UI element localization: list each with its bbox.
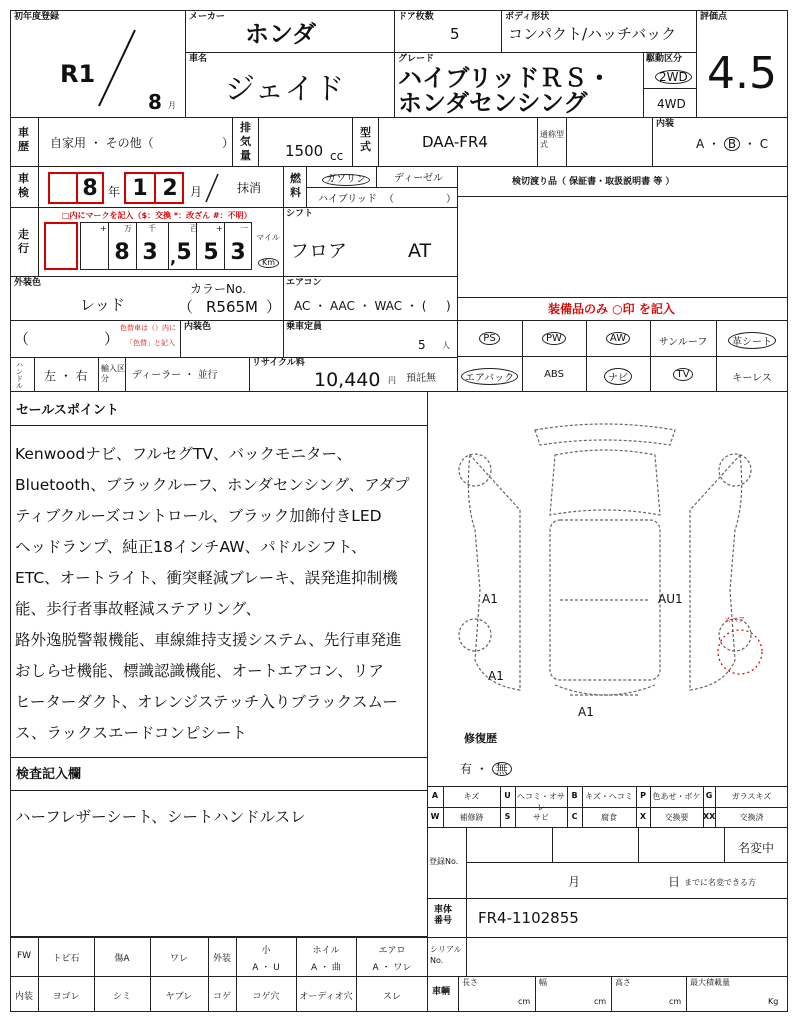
- bottom-cell: ヨゴレ: [52, 992, 80, 1002]
- body-type-label: ボディ形状: [505, 12, 550, 22]
- bottom-subcell: A ・ 曲: [311, 963, 341, 973]
- bottom-cell: 傷A: [114, 954, 130, 964]
- inspection-cancel: 抹消: [237, 181, 262, 195]
- sales-line: ス、ラックスエードコンピシート: [15, 724, 247, 742]
- int-color-row: [10, 320, 458, 358]
- model-label: 型式: [360, 126, 371, 153]
- color-change-open: （: [14, 330, 30, 348]
- legend-code: XX: [703, 812, 716, 821]
- sales-line: ヘッドランプ、純正18インチAW、パドルシフト、: [15, 538, 367, 556]
- equip-airbag: エアバック: [457, 368, 522, 385]
- mileage-km: Km: [258, 258, 279, 268]
- slash-mark: [95, 28, 145, 108]
- recycle-unit: 円: [388, 376, 396, 385]
- displacement-value: 1500: [285, 142, 324, 160]
- vin-value: FR4-1102855: [478, 909, 579, 927]
- equip-abs: ABS: [544, 369, 564, 380]
- rating-label: 評価点: [700, 12, 728, 22]
- inspection-month-1: 1: [132, 176, 148, 201]
- history-close: ）: [222, 136, 235, 150]
- shift-value: フロア: [290, 240, 348, 262]
- sales-points-text: [15, 439, 410, 749]
- bottom-cell: トビ石: [52, 954, 80, 964]
- bottom-cell: 外装: [212, 954, 231, 964]
- bottom-cell: シミ: [112, 992, 131, 1002]
- import-label: 輸入区分: [101, 364, 125, 383]
- grade-label: グレード: [398, 54, 435, 64]
- mileage-mile: マイル: [256, 233, 280, 242]
- name-change-note: までに名変できる方: [684, 878, 756, 887]
- name-change-month: 月: [568, 875, 581, 889]
- shift-label: シフト: [286, 209, 314, 219]
- mileage-digit-4: 5: [203, 240, 219, 265]
- grade-line2: ホンダセンシング: [398, 89, 588, 117]
- inspection-month-2: 2: [162, 176, 178, 201]
- aircon-label: エアコン: [286, 278, 322, 288]
- reg-no-label: 登録No.: [429, 857, 459, 866]
- grade-line1: ハイブリッドＲＳ・: [398, 64, 612, 92]
- serial-label: シリアルNo.: [430, 945, 462, 965]
- legend-desc: 補修跡: [459, 813, 484, 822]
- legend-desc: ガラスキズ: [731, 792, 772, 801]
- equip-keyless: キーレス: [732, 373, 772, 384]
- size-unit-cm3: cm: [669, 997, 682, 1006]
- ext-color-value: レッド: [80, 296, 125, 314]
- bottom-cell: エアロ: [378, 946, 406, 956]
- damage-au1: AU1: [658, 592, 683, 606]
- legend-desc: キズ・ヘコミ: [585, 792, 633, 801]
- history-value: 自家用 ・ その他（: [50, 136, 154, 150]
- first-reg-month: 8: [148, 90, 162, 114]
- fuel-other: （: [384, 194, 394, 205]
- displacement-label: 排気量: [240, 121, 251, 162]
- size-load: 最大積載量: [690, 978, 730, 987]
- serial-box: [427, 937, 788, 977]
- body-type-value: コンパクト/ハッチバック: [508, 25, 677, 43]
- equip-aw: AW: [586, 332, 650, 345]
- equipment-header-text: 装備品のみ ○印 を記入: [548, 302, 675, 316]
- bottom-cell: ホイル: [312, 946, 340, 956]
- inspection-year: 8: [82, 176, 98, 201]
- color-change-close: ）: [104, 330, 120, 348]
- legend-desc: キズ: [463, 792, 480, 801]
- bottom-cell: 内装: [14, 992, 33, 1002]
- damage-a1-lower: A1: [488, 669, 504, 683]
- legend-desc: サビ: [533, 813, 549, 822]
- sales-line: 路外逸脱警報機能、車線維持支援システム、先行車発進: [15, 631, 402, 649]
- mileage-note: □内にマークを記入（$：交換 *：改ざん #：不明）: [62, 211, 252, 220]
- mileage-man: 万: [124, 224, 132, 233]
- sales-line: 能、歩行者事故軽減ステアリング、: [15, 600, 262, 618]
- rating-value: 4.5: [707, 48, 777, 99]
- inspection-label: 車検: [18, 172, 29, 199]
- bottom-cell: 小: [261, 946, 271, 956]
- mileage-digit-3: 5: [176, 240, 192, 265]
- sales-line: Kenwoodナビ、フルセグTV、バックモニター、: [15, 445, 352, 463]
- doors-label: ドア枚数: [398, 12, 434, 22]
- int-color-label: 内装色: [184, 322, 212, 332]
- sales-line: ETC、オートライト、衝突軽減ブレーキ、誤発進抑制機: [15, 569, 398, 587]
- name-change-value: 名変中: [738, 841, 775, 855]
- capacity-label: 乗車定員: [286, 322, 323, 332]
- capacity-value: 5: [418, 338, 426, 352]
- legend-desc: 色あせ・ボケ: [652, 792, 701, 801]
- fuel-gasoline: ガソリン: [322, 174, 370, 186]
- color-note-1: 色替車は（）内に: [120, 324, 176, 332]
- legend-desc: ヘコミ・オサレ: [517, 792, 565, 812]
- legend-code: X: [639, 812, 647, 821]
- recycle-value: 10,440: [314, 369, 381, 391]
- size-box: [427, 976, 788, 1012]
- size-unit-cm1: cm: [518, 997, 531, 1006]
- docs-label: 検切渡り品（ 保証書・取扱説明書 等 ）: [512, 177, 675, 187]
- bottom-cell: FW: [16, 951, 32, 961]
- maker-label: メーカー: [189, 12, 225, 22]
- displacement-unit: cc: [330, 149, 344, 163]
- color-no-label: カラーNo.: [190, 282, 246, 296]
- capacity-unit: 人: [442, 341, 450, 350]
- equip-leather: 革シート: [716, 332, 788, 349]
- aircon-value: AC ・ AAC ・ WAC ・ (: [294, 299, 427, 313]
- mileage-label: 走行: [18, 228, 29, 255]
- mileage-digit-5: 3: [230, 240, 246, 265]
- fuel-hybrid: ハイブリッド: [318, 194, 377, 205]
- recycle-note: 預託無: [406, 373, 436, 384]
- legend-code: G: [705, 791, 713, 800]
- legend-code: C: [571, 812, 578, 821]
- legend-desc: 交換済: [739, 813, 764, 822]
- model-value: DAA-FR4: [422, 133, 488, 151]
- common-model-label: 通称型式: [540, 130, 564, 149]
- legend-code: P: [640, 791, 646, 800]
- inspection-notes-value: ハーフレザーシート、シートハンドルスレ: [15, 808, 306, 826]
- spare-label: スペア: [724, 616, 745, 624]
- import-value: ディーラー ・ 並行: [132, 370, 218, 381]
- inspection-notes-box: [10, 757, 428, 937]
- month-unit: 月: [168, 101, 176, 110]
- damage-a1-bottom: A1: [578, 705, 594, 719]
- legend-desc: 交換要: [664, 813, 689, 822]
- mileage-sen: 千: [148, 224, 156, 233]
- first-reg-label: 初年度登録: [14, 12, 60, 22]
- equip-pw: PW: [522, 332, 586, 345]
- size-length: 長さ: [462, 978, 478, 987]
- color-no-open: （: [178, 298, 194, 316]
- drive-2wd: 2WD: [655, 70, 692, 84]
- size-unit-cm2: cm: [594, 997, 607, 1006]
- legend-code: S: [504, 812, 511, 821]
- inspection-notes-label: 検査記入欄: [16, 767, 82, 782]
- mileage-minus: 一: [240, 224, 248, 233]
- equip-sunroof: サンルーフ: [658, 337, 708, 348]
- interior-grade: A ・ B ・ C: [696, 137, 769, 151]
- vin-label: 車体番号: [434, 905, 453, 926]
- sales-line: Bluetooth、ブラックルーフ、ホンダセンシング、アダプ: [15, 476, 410, 494]
- sales-line: ヒーターダクト、オレンジステッチ入りブラックスムー: [15, 693, 398, 711]
- mileage-hyaku: 百: [190, 224, 198, 233]
- legend-code: A: [431, 791, 439, 800]
- registration-box: [427, 827, 788, 899]
- ext-color-label: 外装色: [14, 278, 42, 288]
- aircon-close: ): [446, 299, 451, 313]
- sales-line: おしらせ機能、標識認識機能、オートエアコン、リア: [15, 662, 384, 680]
- size-unit-kg: Kg: [768, 997, 779, 1006]
- repair-history-label: 修復歴: [464, 732, 497, 745]
- color-no-value: R565M: [206, 298, 258, 316]
- damage-a1-left: A1: [482, 592, 498, 606]
- size-width: 幅: [539, 978, 547, 987]
- bottom-cell: ヤブレ: [165, 992, 193, 1002]
- sales-line: ティブクルーズコントロール、ブラック加飾付きLED: [15, 507, 382, 525]
- first-reg-era: R1: [60, 60, 96, 88]
- equip-navi: ナビ: [586, 368, 650, 385]
- size-height: 高さ: [615, 978, 631, 987]
- fuel-diesel: ディーゼル: [394, 173, 443, 184]
- legend-code: U: [504, 791, 511, 800]
- bottom-subcell: A ・ U: [252, 963, 280, 973]
- equip-ps: PS: [457, 332, 522, 345]
- maker-value: ホンダ: [245, 20, 317, 48]
- handle-label: ハンドル: [16, 361, 23, 390]
- interior-label: 内装: [656, 119, 675, 129]
- shift-type: AT: [408, 240, 432, 262]
- drive-label: 駆動区分: [646, 54, 683, 64]
- bottom-cell: コゲ穴: [252, 992, 280, 1002]
- bottom-cell: コゲ: [212, 992, 231, 1002]
- mileage-plus1: +: [100, 224, 107, 233]
- name-change-day: 日: [668, 875, 681, 889]
- legend-code: W: [430, 812, 440, 821]
- fuel-label: 燃料: [290, 172, 301, 199]
- inspection-month-unit: 月: [190, 185, 203, 199]
- history-label: 車歴: [18, 126, 29, 153]
- bottom-subcell: A ・ ワレ: [372, 963, 412, 973]
- color-note-2: 「色替」と記入: [126, 339, 175, 347]
- mileage-plus2: +: [216, 224, 223, 233]
- size-label: 車輌: [432, 987, 451, 997]
- recycle-label: リサイクル料: [252, 358, 305, 368]
- fuel-other-close: ）: [446, 194, 456, 205]
- mileage-digit-1: 8: [114, 240, 130, 265]
- equip-tv: TV: [650, 368, 716, 381]
- sales-points-label: セールスポイント: [16, 403, 119, 418]
- repair-history-value: 有 ・ 無: [460, 762, 512, 776]
- bottom-cell: ワレ: [169, 954, 188, 964]
- legend-desc: 腐食: [601, 813, 617, 822]
- legend-code: B: [571, 791, 578, 800]
- bottom-cell: オーディオ穴: [299, 992, 353, 1002]
- bottom-cell: スレ: [382, 992, 401, 1002]
- car-name-label: 車名: [189, 54, 208, 64]
- car-name-value: ジェイド: [225, 72, 345, 107]
- handle-value: 左 ・ 右: [44, 369, 88, 383]
- color-no-close: ）: [266, 298, 282, 316]
- drive-4wd: 4WD: [657, 97, 686, 111]
- year-unit: 年: [108, 185, 121, 199]
- mileage-digit-2: 3: [142, 240, 158, 265]
- doors-value: 5: [450, 25, 460, 43]
